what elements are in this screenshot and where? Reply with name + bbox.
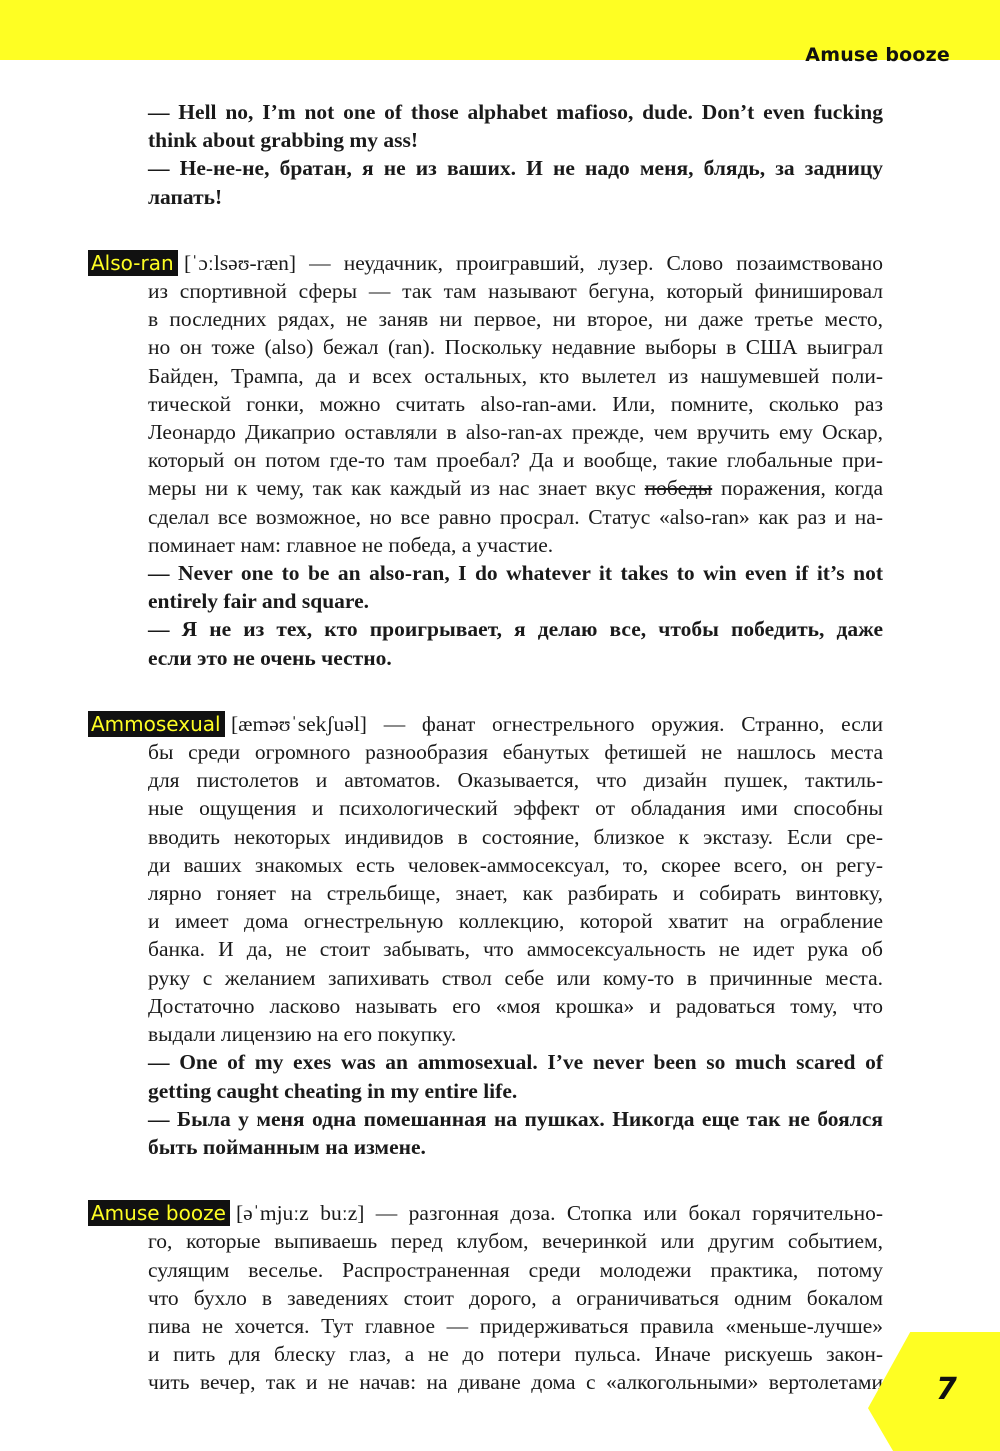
definition-line: Байден, Трампа, да и всех остальных, кто вылетел из нашумевшей поли- xyxy=(148,363,883,388)
dictionary-entry-ammosexual xyxy=(91,710,883,1161)
definition-line: бы среди огромного разнообразия ебанутых фетишей не нашлось места xyxy=(148,740,883,765)
example-ru-line: быть пойманным на измене. xyxy=(148,1134,426,1159)
definition-line: из спортивной сферы — так там называют бегуна, который финишировал xyxy=(148,279,883,304)
page-content xyxy=(91,98,883,1397)
definition-line-strikethrough xyxy=(148,474,883,502)
example-ru-line: — Не-не-не, братан, я не из ваших. И не надо меня, блядь, за задницу xyxy=(148,156,883,181)
definition-first-line: [əˈmjuːz buːz] — разгонная доза. Стопка или бокал горячительно- xyxy=(236,1201,883,1226)
definition-line: но он тоже (also) бежал (ran). Поскольку недавние выборы в США выиграл xyxy=(148,335,883,360)
definition-line: и имеет дома огнестрельную коллекцию, которой хватит на ограбление xyxy=(148,909,883,934)
running-head: Amuse booze xyxy=(805,44,950,66)
page-number-tab xyxy=(868,1332,1000,1451)
definition-first-line: [æməʊˈsekʃuəl] — фанат огнестрельного оружия. Странно, если xyxy=(231,711,883,736)
example-en-line: — One of my exes was an ammosexual. I’ve never been so much scared of xyxy=(148,1050,883,1075)
definition-line: вводить некоторых индивидов в состояние, близкое к экстазу. Если сре- xyxy=(148,824,883,849)
example-ru-line: лапать! xyxy=(148,184,223,209)
definition-line: банка. И да, не стоит забывать, что аммосексуальность не идет рука об xyxy=(148,937,883,962)
text-segment: поражения, когда xyxy=(712,476,883,501)
definition-line: руку с желанием запихивать ствол себе или кому-то в причинные места. xyxy=(148,965,883,990)
example-en-line: think about grabbing my ass! xyxy=(148,128,419,153)
example-en-line: — Never one to be an also-ran, I do whatever it takes to win even if it’s not xyxy=(148,561,883,586)
definition-line: который он потом где-то там проебал? Да и вообще, такие глобальные при- xyxy=(148,448,883,473)
definition-line: чить вечер, так и не начав: на диване дома с «алкогольными» вертолетами xyxy=(148,1370,883,1395)
intro-dialogue xyxy=(148,98,883,211)
text-segment: меры ни к чему, так как каждый из нас знает вкус xyxy=(148,476,645,501)
definition-line: для пистолетов и автоматов. Оказывается, что дизайн пушек, тактиль- xyxy=(148,768,883,793)
definition-line: сулящим веселье. Распространенная среди молодежи практика, потому xyxy=(148,1257,883,1282)
definition-line: и пить для блеску глаз, а не до потери пульса. Иначе рискуешь закон- xyxy=(148,1342,883,1367)
example-en-line: entirely fair and square. xyxy=(148,589,369,614)
definition-line: ные ощущения и психологический эффект от обладания ими способны xyxy=(148,796,883,821)
headword-label: Amuse booze xyxy=(88,1200,230,1226)
headword-label: Ammosexual xyxy=(88,711,225,737)
example-en-line: — Hell no, I’m not one of those alphabet mafioso, dude. Don’t even fucking xyxy=(148,100,883,124)
definition-line: лярно гоняет на стрельбище, знает, как разбирать и собирать винтовку, xyxy=(148,881,883,906)
page-number: 7 xyxy=(936,1372,957,1407)
dictionary-entry-also-ran xyxy=(91,249,883,672)
struck-word: победы xyxy=(644,476,713,501)
definition-line: ди ваших знакомых есть человек-аммосексуал, то, скорее всего, он регу- xyxy=(148,852,883,877)
definition-line: в последних рядах, не заняв ни первое, ни второе, ни даже третье место, xyxy=(148,307,883,332)
definition-line: тической гонки, можно считать also-ran-ами. Или, помните, сколько раз xyxy=(148,391,883,416)
definition-line: пива не хочется. Тут главное — придерживаться правила «меньше-лучше» xyxy=(148,1313,883,1338)
definition-first-line: [ˈɔːlsəʊ-ræn] — неудачник, проигравший, лузер. Слово позаимствовано xyxy=(184,250,883,275)
definition-line: поминает нам: главное не победа, а участие. xyxy=(148,532,554,557)
definition-line: Достаточно ласково называть его «моя крошка» и радоваться тому, что xyxy=(148,993,883,1018)
example-en-line: getting caught cheating in my entire life. xyxy=(148,1078,518,1103)
headword-label: Also-ran xyxy=(88,250,178,276)
definition-line: Леонардо Дикаприо оставляли в also-ran-ах прежде, чем вручить ему Оскар, xyxy=(148,420,883,445)
definition-line: сделал все возможное, но все равно просрал. Статус «also-ran» как раз и на- xyxy=(148,504,883,529)
example-ru-line: — Была у меня одна помешанная на пушках. Никогда еще так не боялся xyxy=(148,1106,883,1131)
dictionary-entry-amuse-booze xyxy=(91,1199,883,1396)
example-ru-line: — Я не из тех, кто проигрывает, я делаю все, чтобы победить, даже xyxy=(148,617,883,642)
example-ru-line: если это не очень честно. xyxy=(148,645,392,670)
definition-line: го, которые выпиваешь перед клубом, вечеринкой или другим событием, xyxy=(148,1229,883,1254)
definition-line: выдали лицензию на его покупку. xyxy=(148,1022,457,1047)
definition-line: что бухло в заведениях стоит дорого, а ограничиваться одним бокалом xyxy=(148,1285,883,1310)
